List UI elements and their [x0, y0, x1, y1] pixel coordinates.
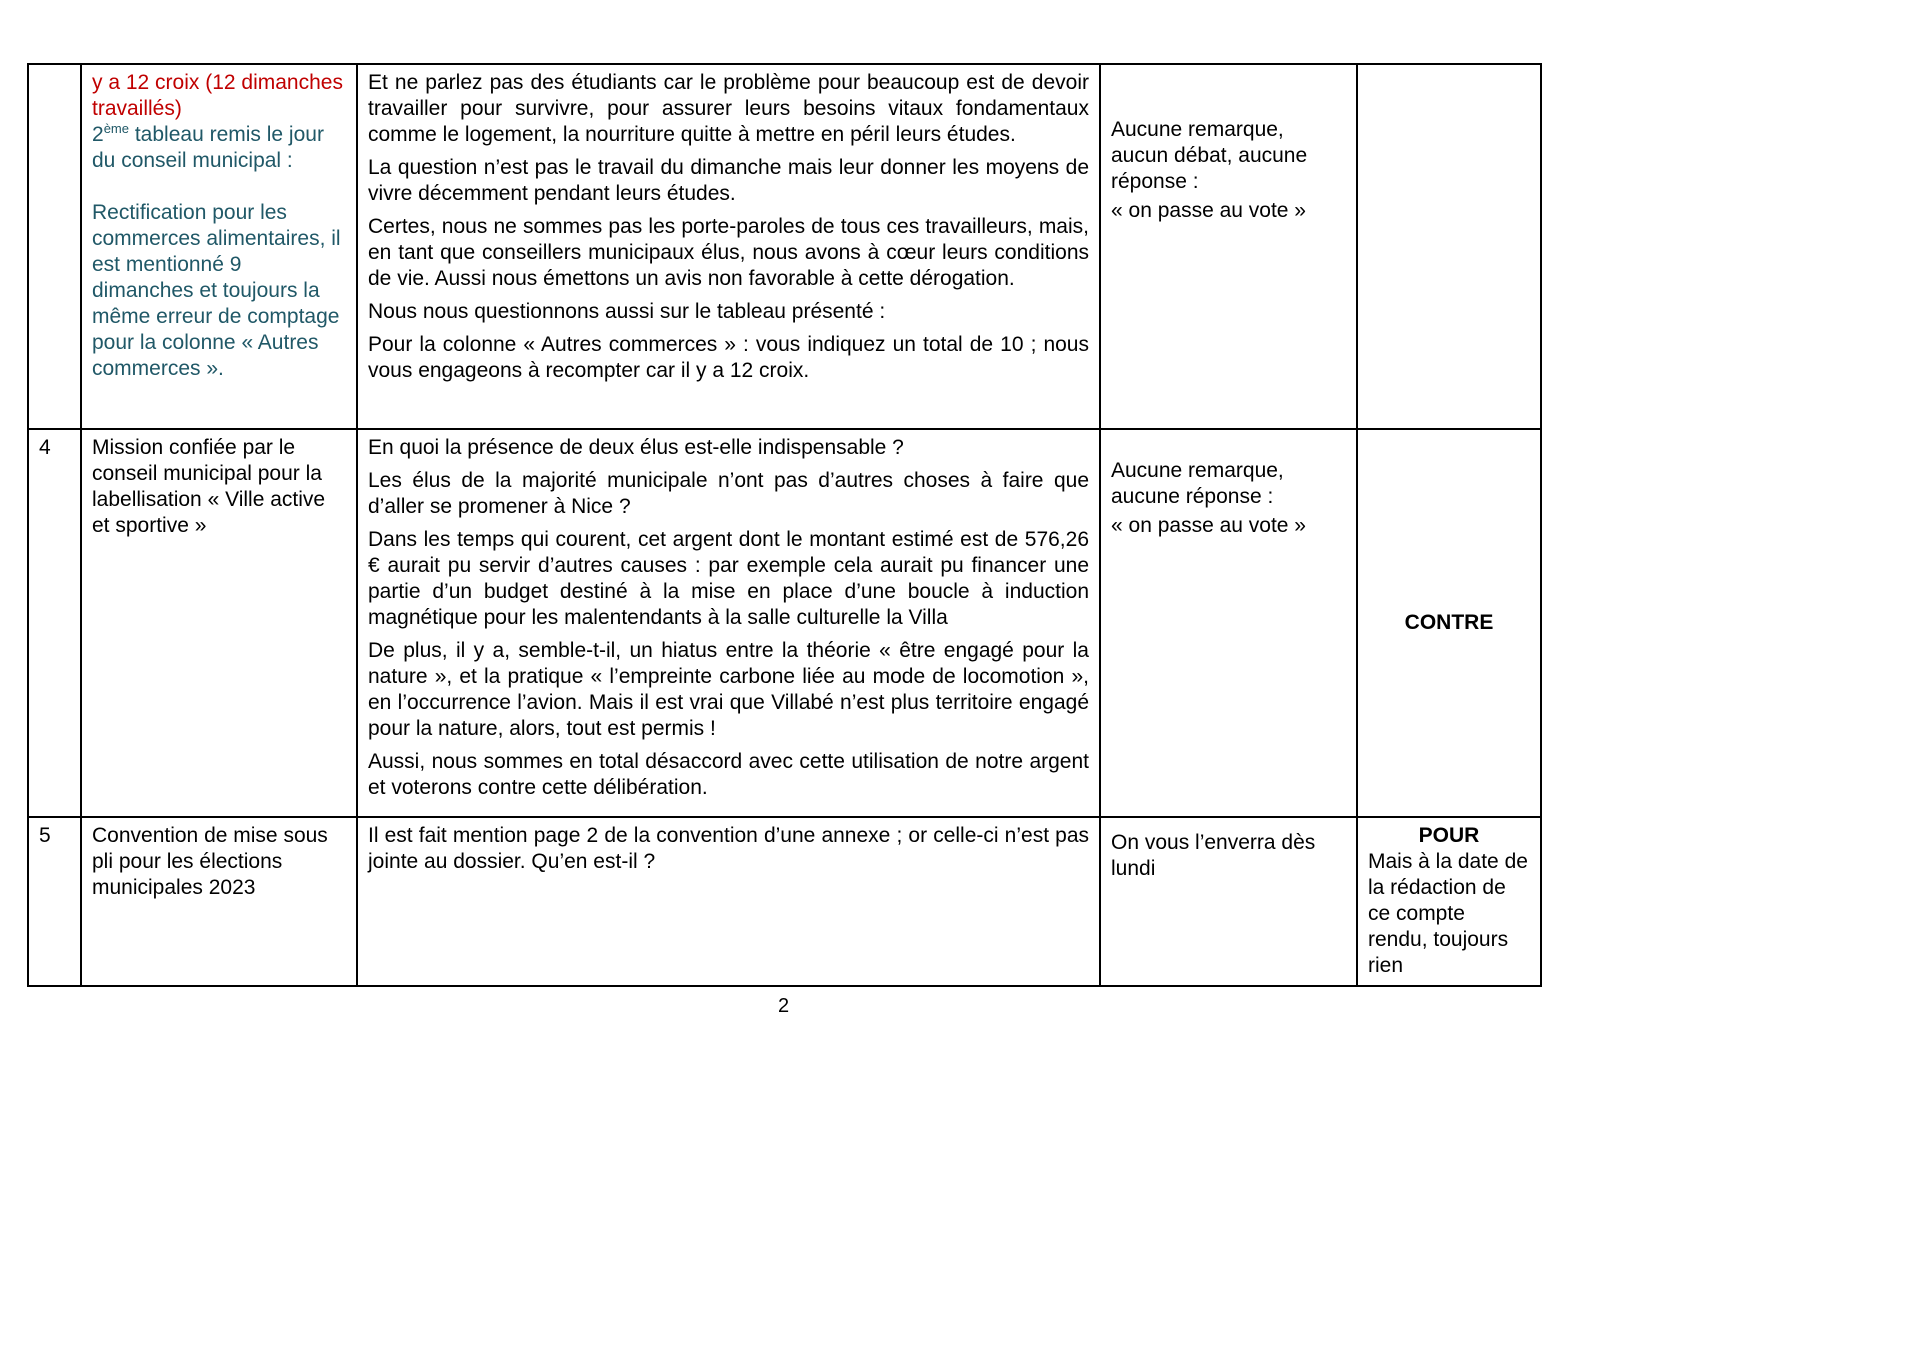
response-cell	[1100, 64, 1357, 429]
row-number-cell	[28, 429, 81, 817]
question-paragraph: Nous nous questionnons aussi sur le tableau présenté :	[368, 300, 886, 323]
row-number: 5	[39, 824, 51, 847]
question-paragraph: Aussi, nous sommes en total désaccord avec cette utilisation de notre argent et voterons contre cette délibération.	[368, 750, 1089, 799]
vote-note: Mais à la date de la rédaction de ce compte rendu, toujours rien	[1368, 850, 1528, 977]
vote-value: POUR	[1418, 824, 1480, 847]
council-minutes-table	[27, 63, 1542, 987]
table-row-continuation	[28, 64, 1541, 429]
question-paragraph: Les élus de la majorité municipale n’ont pas d’autres choses à faire que d’aller se promener à Nice ?	[368, 469, 1089, 518]
vote-cell	[1357, 64, 1541, 429]
questions-cell	[357, 64, 1100, 429]
response-text: Aucune remarque, aucun débat, aucune réponse :	[1111, 118, 1308, 193]
response-cell	[1100, 817, 1357, 986]
question-paragraph: Et ne parlez pas des étudiants car le problème pour beaucoup est de devoir travailler pour survivre, pour assurer leurs besoins vitaux fondamentaux comme le logement, la nourriture quitte à mettre en péril leurs études.	[368, 71, 1089, 146]
response-quote: « on passe au vote »	[1111, 514, 1306, 537]
question-paragraph: Dans les temps qui courent, cet argent dont le montant estimé est de 576,26 € aurait pu servir d’autres causes : par exemple cela aurait pu financer une partie d’un budget destiné à la mise en place d’une boucle à induction magnétique pour les malentendants à la salle culturelle la Villa	[368, 528, 1089, 629]
topic-text-blue	[92, 122, 346, 174]
question-paragraph: Il est fait mention page 2 de la convention d’une annexe ; or celle-ci n’est pas jointe au dossier. Qu’en est-il ?	[368, 824, 1089, 873]
questions-cell	[357, 817, 1100, 986]
response-text: Aucune remarque, aucune réponse :	[1111, 459, 1284, 508]
response-cell	[1100, 429, 1357, 817]
table-row-5	[28, 817, 1541, 986]
topic-blue-prefix: 2	[92, 123, 104, 146]
question-paragraph: De plus, il y a, semble-t-il, un hiatus entre la théorie « être engagé pour la nature », et la pratique « l’empreinte carbone liée au mode de locomotion », en l’occurrence l’avion. Mais il est vrai que Villabé n’est plus territoire engagé pour la nature, alors, tout est permis !	[368, 639, 1089, 740]
vote-cell	[1357, 429, 1541, 817]
vote-value: CONTRE	[1404, 610, 1494, 634]
topic-cell	[81, 429, 357, 817]
topic-text-red: y a 12 croix (12 dimanches travaillés)	[92, 71, 343, 120]
topic-text: Mission confiée par le conseil municipal pour la labellisation « Ville active et sportive »	[92, 436, 326, 537]
question-paragraph: Certes, nous ne sommes pas les porte-paroles de tous ces travailleurs, mais, en tant que conseillers municipaux élus, nous avons à cœur leurs conditions de vie. Aussi nous émettons un avis non favorable à cette dérogation.	[368, 215, 1089, 290]
question-paragraph: En quoi la présence de deux élus est-elle indispensable ?	[368, 436, 904, 459]
page-number: 2	[777, 995, 790, 1017]
question-paragraph: La question n’est pas le travail du dimanche mais leur donner les moyens de vivre décemment pendant leurs études.	[368, 156, 1089, 205]
topic-blue-rest: tableau remis le jour du conseil municipal :	[92, 123, 324, 172]
topic-cell	[81, 817, 357, 986]
topic-blue-superscript: ème	[103, 121, 130, 136]
row-number-cell	[28, 64, 81, 429]
topic-text-blue-2: Rectification pour les commerces alimentaires, il est mentionné 9 dimanches et toujours la même erreur de comptage pour la colonne « Autres commerces ».	[92, 201, 341, 380]
response-text: On vous l’enverra dès lundi	[1111, 831, 1316, 880]
response-quote: « on passe au vote »	[1111, 199, 1306, 222]
row-number: 4	[39, 436, 51, 459]
topic-text: Convention de mise sous pli pour les élections municipales 2023	[92, 824, 328, 899]
row-number-cell	[28, 817, 81, 986]
topic-cell	[81, 64, 357, 429]
vote-cell	[1357, 817, 1541, 986]
questions-cell	[357, 429, 1100, 817]
table-row-4	[28, 429, 1541, 817]
question-paragraph: Pour la colonne « Autres commerces » : vous indiquez un total de 10 ; nous vous engageons à recompter car il y a 12 croix.	[368, 333, 1089, 382]
